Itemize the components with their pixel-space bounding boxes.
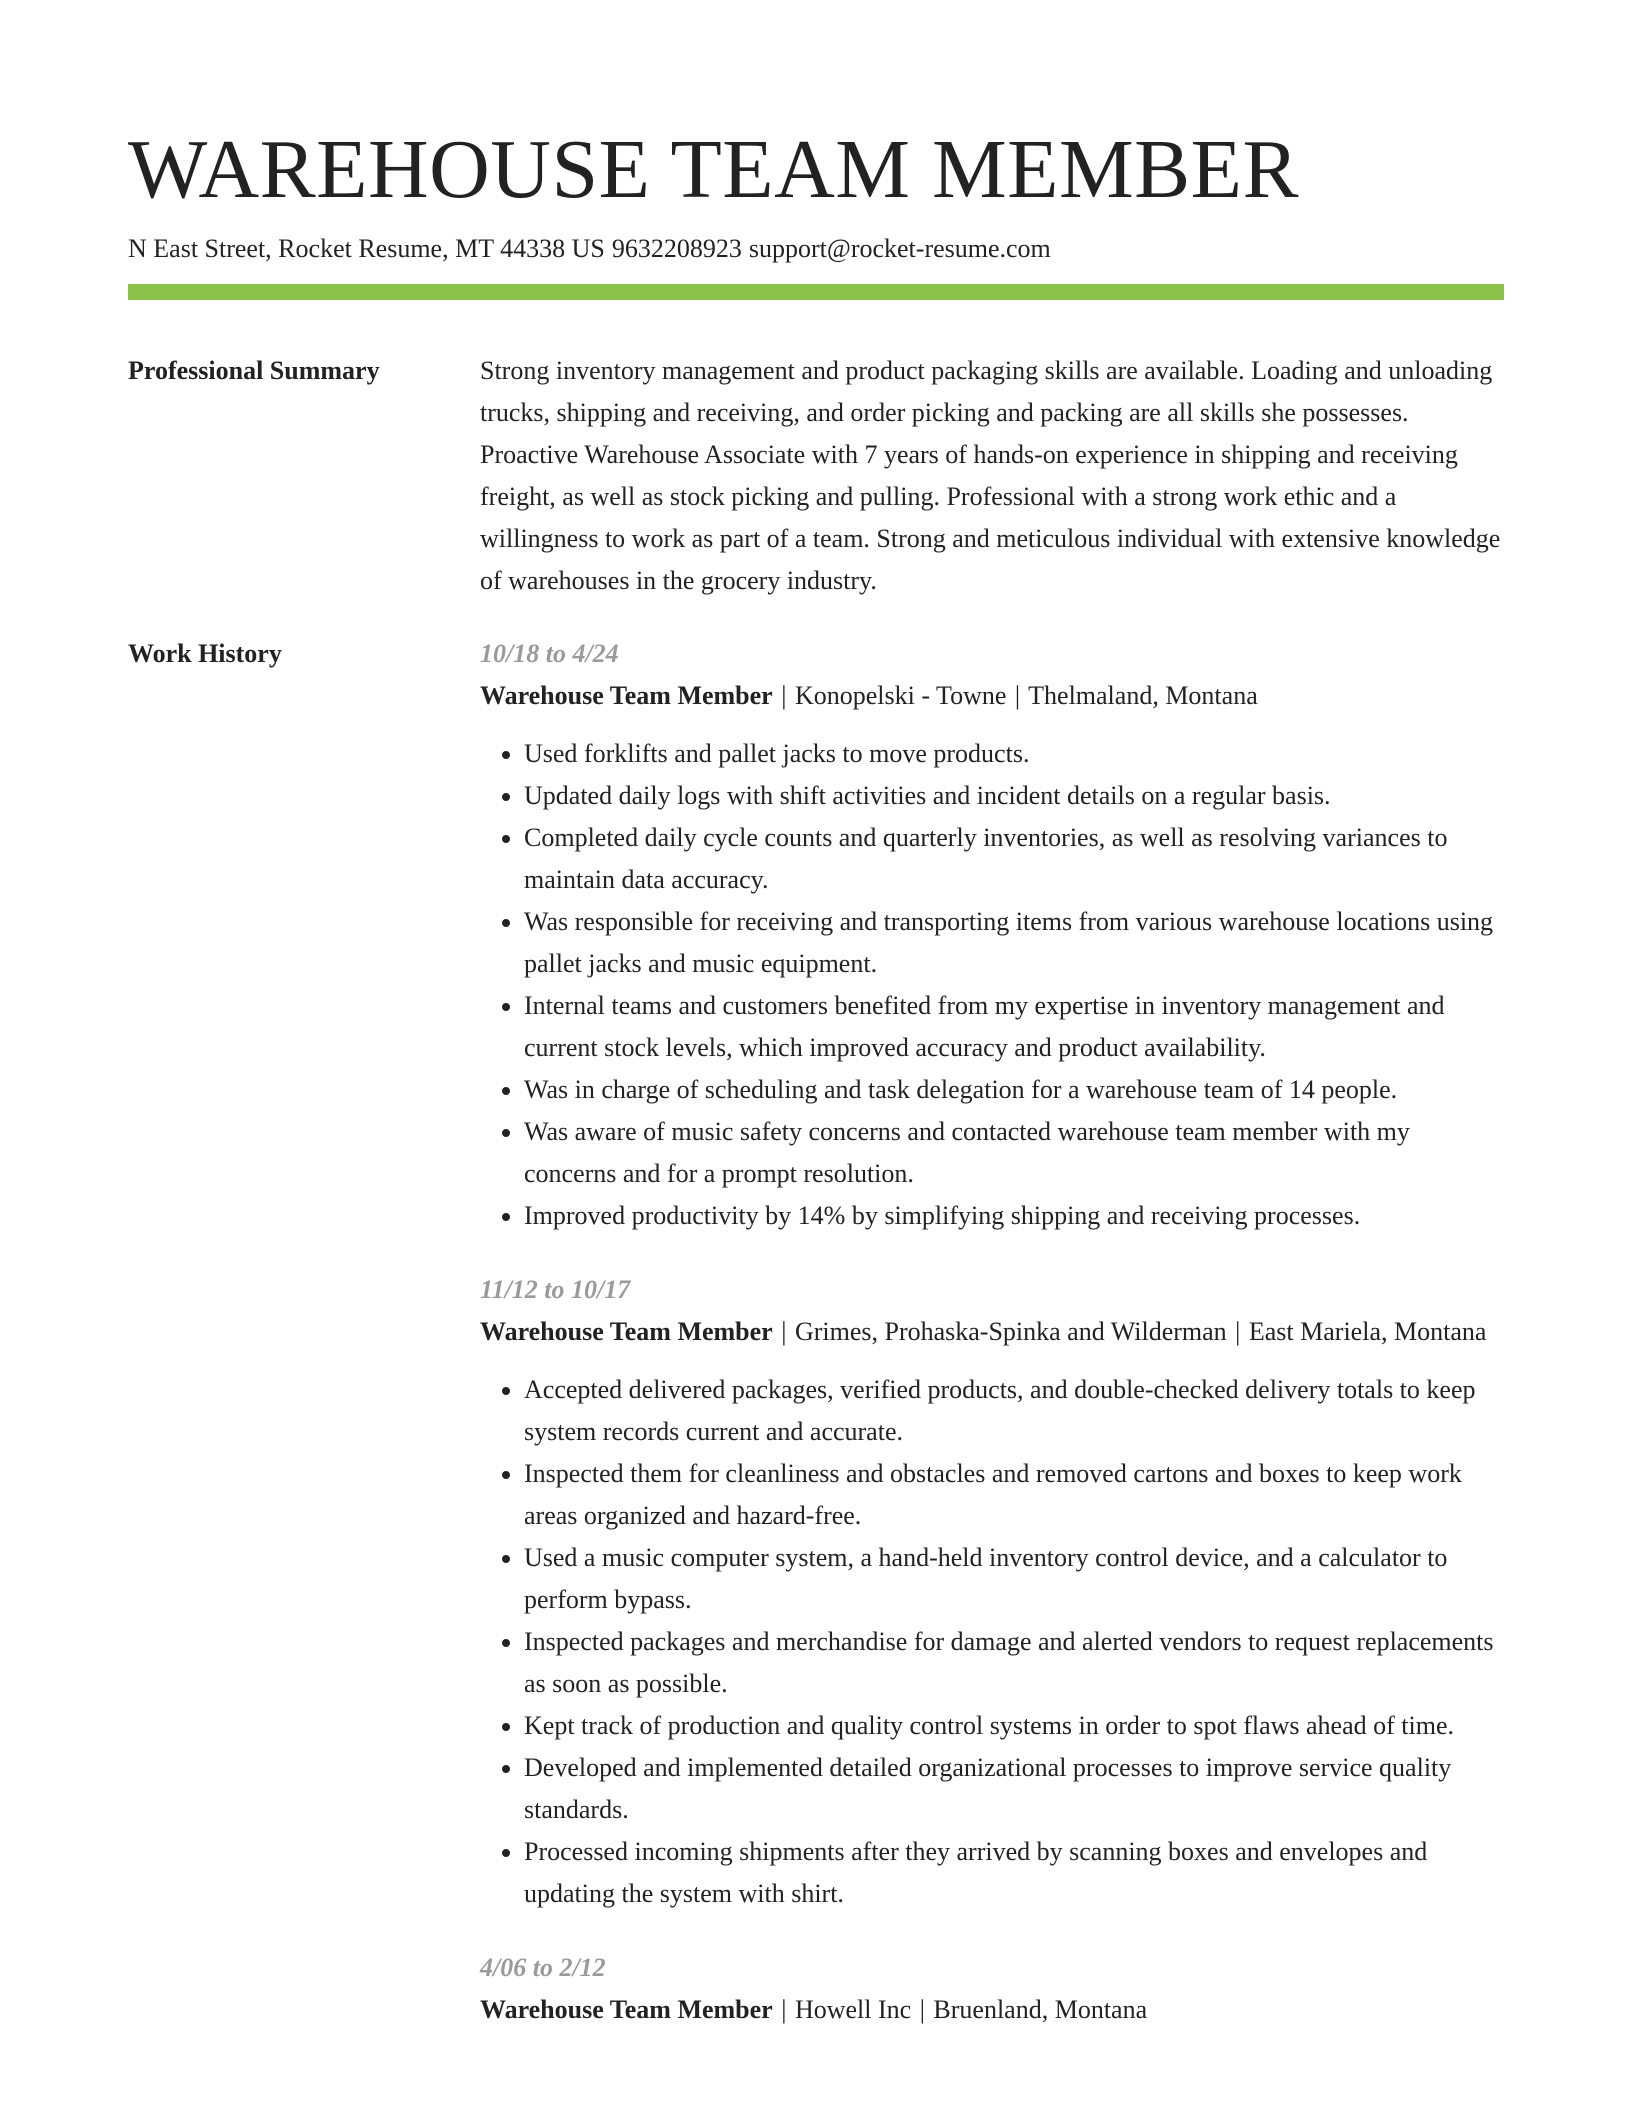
job-entry <box>480 1269 1504 1915</box>
job-company: Grimes, Prohaska-Spinka and Wilderman <box>794 1317 1227 1346</box>
job-separator: | <box>919 1995 925 2024</box>
job-title: Warehouse Team Member <box>480 1995 773 2024</box>
job-separator: | <box>781 1317 787 1346</box>
job-location: Thelmaland, Montana <box>1028 681 1258 710</box>
job-bullet: • Completed daily cycle counts and quarterly inventories, as well as resolving variances to maintain data accuracy. <box>524 817 1504 901</box>
job-entry <box>480 1947 1504 2031</box>
contact-email: support@rocket-resume.com <box>748 234 1051 263</box>
work-history-section <box>128 633 1504 2063</box>
job-separator: | <box>781 1995 787 2024</box>
job-bullet: • Updated daily logs with shift activities and incident details on a regular basis. <box>524 775 1504 817</box>
work-history-label: Work History <box>128 639 282 668</box>
job-dates: 10/18 to 4/24 <box>480 639 619 668</box>
job-heading <box>480 675 1504 717</box>
job-title: Warehouse Team Member <box>480 1317 773 1346</box>
job-separator: | <box>1235 1317 1241 1346</box>
job-bullet: • Accepted delivered packages, verified products, and double-checked delivery totals to keep system records current and accurate. <box>524 1369 1504 1453</box>
job-separator: | <box>1014 681 1021 710</box>
job-bullet: • Internal teams and customers benefited from my expertise in inventory management and current stock levels, which improved accuracy and product availability. <box>524 985 1504 1069</box>
job-company: Konopelski - Towne <box>794 681 1007 710</box>
work-history-body <box>480 633 1504 2063</box>
header-divider <box>128 284 1504 300</box>
job-separator: | <box>781 681 787 710</box>
job-bullet: • Developed and implemented detailed organizational processes to improve service quality standards. <box>524 1747 1504 1831</box>
job-dates: 4/06 to 2/12 <box>480 1953 606 1982</box>
job-bullet: • Improved productivity by 14% by simplifying shipping and receiving processes. <box>524 1195 1504 1237</box>
summary-label: Professional Summary <box>128 356 380 385</box>
job-title: Warehouse Team Member <box>480 681 773 710</box>
job-bullet-list <box>480 1369 1504 1915</box>
summary-text: Strong inventory management and product packaging skills are available. Loading and unloading trucks, shipping and receiving, and order picking and packing are all skills she possesses. Proactive Warehouse Associate with 7 years of hands-on experience in shipping and receiving freight, as well as stock picking and pulling. Professional with a strong work ethic and a willingness to work as part of a team. Strong and meticulous individual with extensive knowledge of warehouses in the grocery industry. <box>480 356 1501 595</box>
job-heading <box>480 1311 1504 1353</box>
job-bullet: • Inspected packages and merchandise for damage and alerted vendors to request replacements as soon as possible. <box>524 1621 1504 1705</box>
job-heading <box>480 1989 1504 2031</box>
job-bullet: • Used a music computer system, a hand-held inventory control device, and a calculator to perform bypass. <box>524 1537 1504 1621</box>
job-bullet: • Used forklifts and pallet jacks to move products. <box>524 733 1504 775</box>
job-bullet: • Processed incoming shipments after they arrived by scanning boxes and envelopes and updating the system with shirt. <box>524 1831 1504 1915</box>
contact-address: N East Street, Rocket Resume, MT 44338 US <box>128 234 605 263</box>
job-dates: 11/12 to 10/17 <box>480 1275 631 1304</box>
job-bullet: • Was aware of music safety concerns and contacted warehouse team member with my concerns and for a prompt resolution. <box>524 1111 1504 1195</box>
summary-body <box>480 350 1504 602</box>
job-bullet: • Kept track of production and quality control systems in order to spot flaws ahead of time. <box>524 1705 1504 1747</box>
summary-section <box>128 350 1504 602</box>
contact-line <box>128 232 1504 266</box>
job-location: Bruenland, Montana <box>933 1995 1148 2024</box>
job-bullet: • Was responsible for receiving and transporting items from various warehouse locations using pallet jacks and music equipment. <box>524 901 1504 985</box>
resume-title: WAREHOUSE TEAM MEMBER <box>128 123 1299 216</box>
job-bullet-list <box>480 733 1504 1237</box>
job-entry <box>480 633 1504 1237</box>
contact-phone: 9632208923 <box>611 234 742 263</box>
job-bullet: • Inspected them for cleanliness and obstacles and removed cartons and boxes to keep work areas organized and hazard-free. <box>524 1453 1504 1537</box>
job-location: East Mariela, Montana <box>1248 1317 1487 1346</box>
job-bullet: • Was in charge of scheduling and task delegation for a warehouse team of 14 people. <box>524 1069 1504 1111</box>
job-company: Howell Inc <box>794 1995 912 2024</box>
